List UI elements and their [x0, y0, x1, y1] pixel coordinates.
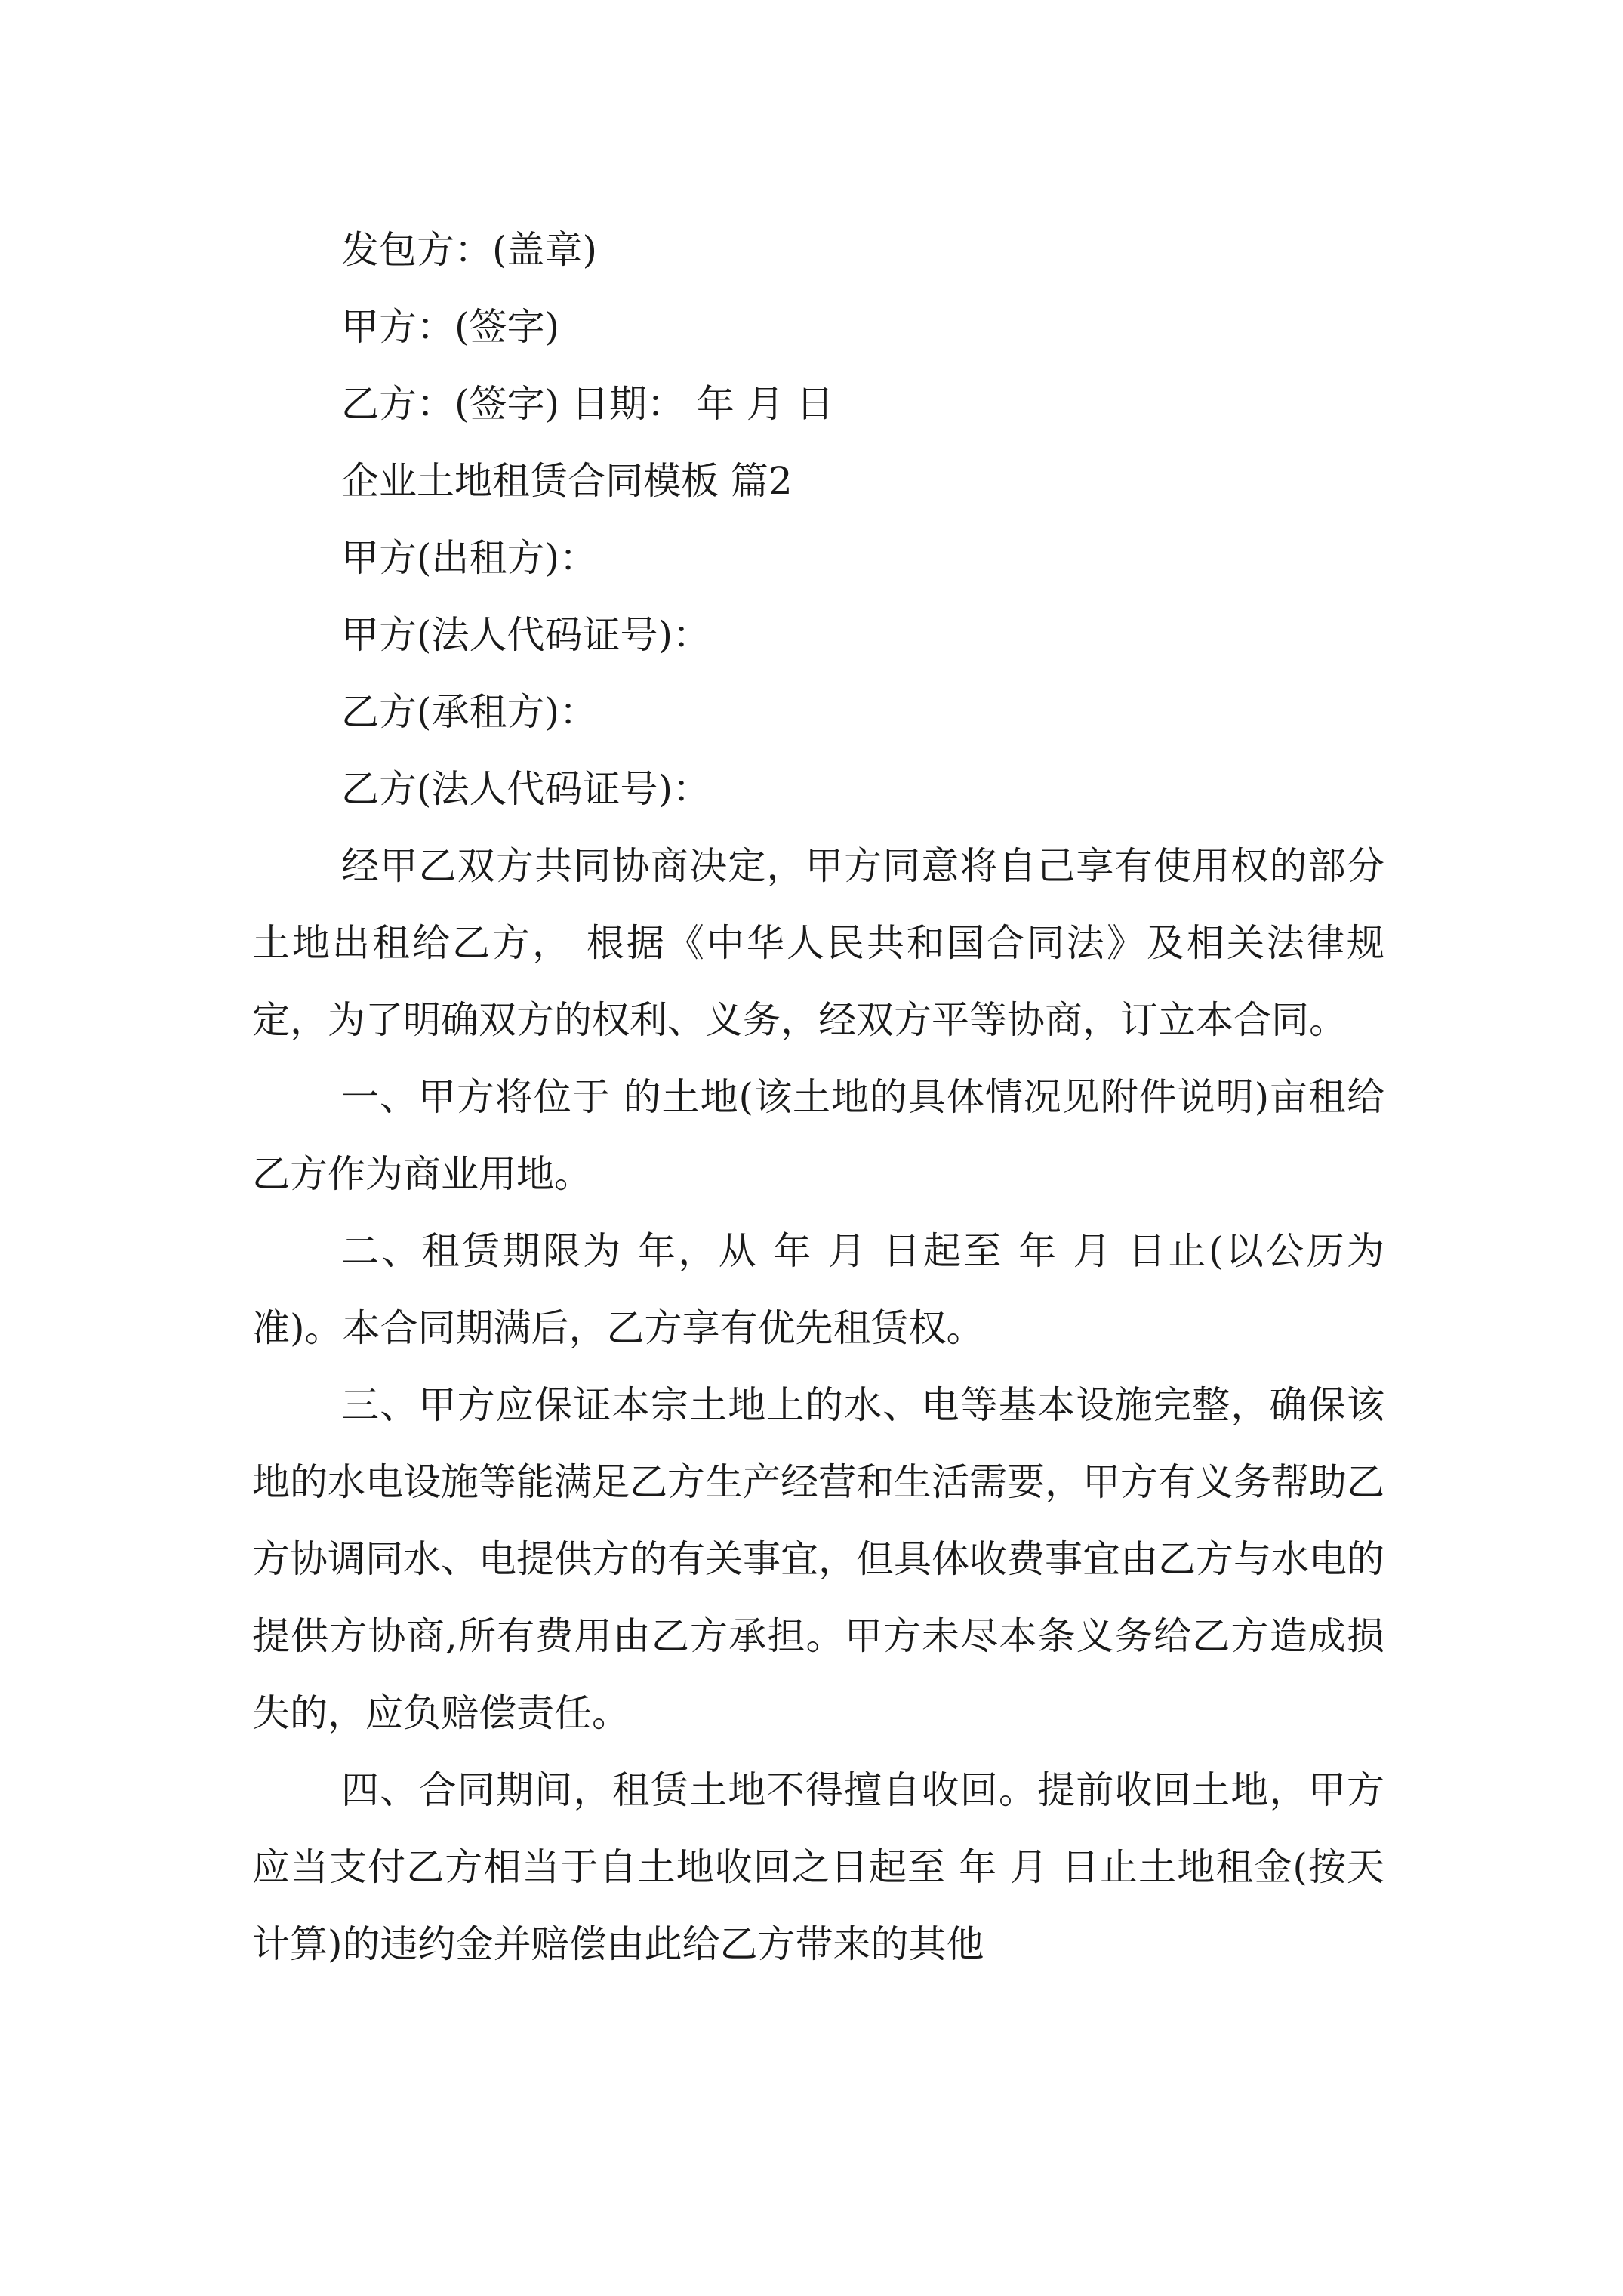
section-title: 企业土地租赁合同模板 篇2: [341, 459, 793, 503]
clause-1-paragraph: 一、甲方将位于 的土地(该土地的具体情况见附件说明)亩租给乙方作为商业用地。: [252, 1075, 1384, 1196]
clause-2-paragraph: 二、租赁期限为 年，从 年 月 日起至 年 月 日止(以公历为准)。本合同期满后，乙方享有优先租赁权。: [252, 1229, 1384, 1350]
lessor-code-line: 甲方(法人代码证号)：: [341, 613, 711, 657]
party-a-signature-line: 甲方：(签字): [341, 305, 560, 349]
issuer-signature-line: 发包方：(盖章): [341, 228, 598, 272]
preamble-paragraph: 经甲乙双方共同协商决定，甲方同意将自己享有使用权的部分土地出租给乙方， 根据《中华人民共和国合同法》及相关法律规定，为了明确双方的权利、义务，经双方平等协商，订立本合同。: [252, 844, 1384, 1042]
lessee-line: 乙方(承租方)：: [341, 690, 598, 734]
party-b-signature-date-line: 乙方：(签字) 日期： 年 月 日: [341, 382, 834, 426]
clause-3-paragraph: 三、甲方应保证本宗土地上的水、电等基本设施完整，确保该地的水电设施等能满足乙方生产经营和生活需要，甲方有义务帮助乙方协调同水、电提供方的有关事宜，但具体收费事宜由乙方与水电的提供方协商,所有费用由乙方承担。甲方未尽本条义务给乙方造成损失的，应负赔偿责任。: [252, 1383, 1384, 1735]
lessor-line: 甲方(出租方)：: [341, 536, 598, 580]
lessee-code-line: 乙方(法人代码证号)：: [341, 767, 711, 811]
clause-4-paragraph: 四、合同期间，租赁土地不得擅自收回。提前收回土地，甲方应当支付乙方相当于自土地收回之日起至 年 月 日止土地租金(按天计算)的违约金并赔偿由此给乙方带来的其他: [252, 1768, 1384, 1966]
document-body: [252, 211, 1384, 1983]
